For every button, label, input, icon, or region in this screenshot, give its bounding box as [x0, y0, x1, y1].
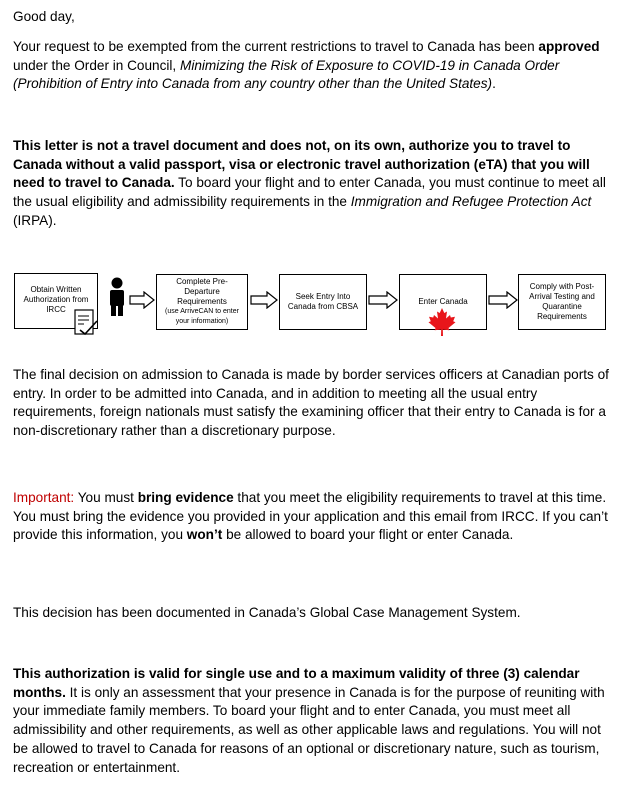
gcms-paragraph: This decision has been documented in Canada’s Global Case Management System. — [13, 605, 521, 620]
step-seek-entry — [279, 274, 367, 330]
not-travel-document-bold: This letter is not a travel document and does not, on its own, authorize you to travel to Canada without a valid passport, visa or electronic travel authorization (eTA) that you will need to travel to Canada. — [13, 138, 590, 191]
step1-line: Obtain Written — [30, 285, 82, 294]
step2-line: Complete Pre- — [176, 277, 228, 286]
step1-line: Authorization from — [23, 295, 89, 304]
step5-line: Arrival Testing and — [529, 292, 595, 301]
validity-text: It is only an assessment that your presence in Canada is for the purpose of reuniting with your immediate family members. To board your flight and to enter Canada, you must meet all admissibility and other requirements, as well as other applicable laws and regulations. You will not be allowed to travel to Canada for reasons of an optional or discretionary nature, such as tourism, recreation or entertainment. — [13, 684, 605, 775]
bring-evidence-text: bring evidence — [137, 490, 234, 505]
arrow-right-icon — [368, 291, 398, 309]
irpa-abbrev: (IRPA). — [13, 212, 57, 228]
maple-leaf-icon — [427, 307, 457, 337]
step-pre-departure — [156, 274, 248, 330]
step3-line: Canada from CBSA — [287, 302, 359, 311]
validity-paragraph — [13, 665, 613, 777]
validity-bold: This authorization is valid for single use and to a maximum validity of three (3) calendar months. — [13, 666, 580, 700]
arrow-right-icon — [488, 291, 518, 309]
important-label: Important: — [13, 490, 75, 505]
arrow-right-icon — [250, 291, 278, 309]
important-text-1: You must — [74, 490, 138, 505]
person-icon — [106, 277, 128, 317]
step5-line: Quarantine — [542, 302, 582, 311]
important-text-3: be allowed to board your flight or enter Canada. — [222, 527, 514, 543]
final-decision-paragraph: The final decision on admission to Canada is made by border services officers at Canadian ports of entry. In order to be admitted into Canada, and in addition to meeting all the usual entry requirements, foreign nationals must satisfy the examining officer that their entry to Canada is for a non-discretionary rather than a discretionary purpose. — [13, 367, 609, 439]
step5-line: Requirements — [537, 312, 587, 321]
step2-line: Departure — [184, 287, 220, 296]
order-name: Minimizing the Risk of Exposure to COVID-19 in Canada Order (Prohibition of Entry into Canada from any country other than the United States) — [13, 57, 560, 92]
approval-text-2: under the Order in Council, — [13, 57, 180, 73]
approved-text: approved — [538, 39, 600, 54]
arrow-right-icon — [129, 291, 155, 309]
irpa-name: Immigration and Refugee Protection Act — [350, 194, 592, 210]
approval-text-3: . — [492, 76, 496, 92]
step1-line: IRCC — [46, 305, 66, 314]
step2-line: Requirements — [177, 297, 227, 306]
step2-line: (use ArriveCAN to enter — [165, 308, 239, 315]
step2-line: your information) — [175, 318, 229, 325]
approval-text-1: Your request to be exempted from the current restrictions to travel to Canada has been — [13, 39, 539, 54]
signed-document-icon — [72, 308, 100, 338]
greeting: Good day, — [13, 9, 75, 24]
step4-label: Enter Canada — [418, 297, 468, 306]
important-paragraph — [13, 489, 613, 545]
requirements-text: To board your flight and to enter Canada, you must continue to meet all the usual eligibility and admissibility requirements in the — [13, 175, 606, 210]
important-text-2: that you meet the eligibility requirements to travel at this time. You must bring the evidence you provided in your application and this email from IRCC. If you can’t provide this information, you — [13, 490, 608, 543]
step-post-arrival — [518, 274, 606, 330]
step3-line: Seek Entry Into — [295, 292, 351, 301]
step5-line: Comply with Post- — [529, 282, 595, 291]
wont-text: won’t — [186, 527, 223, 543]
